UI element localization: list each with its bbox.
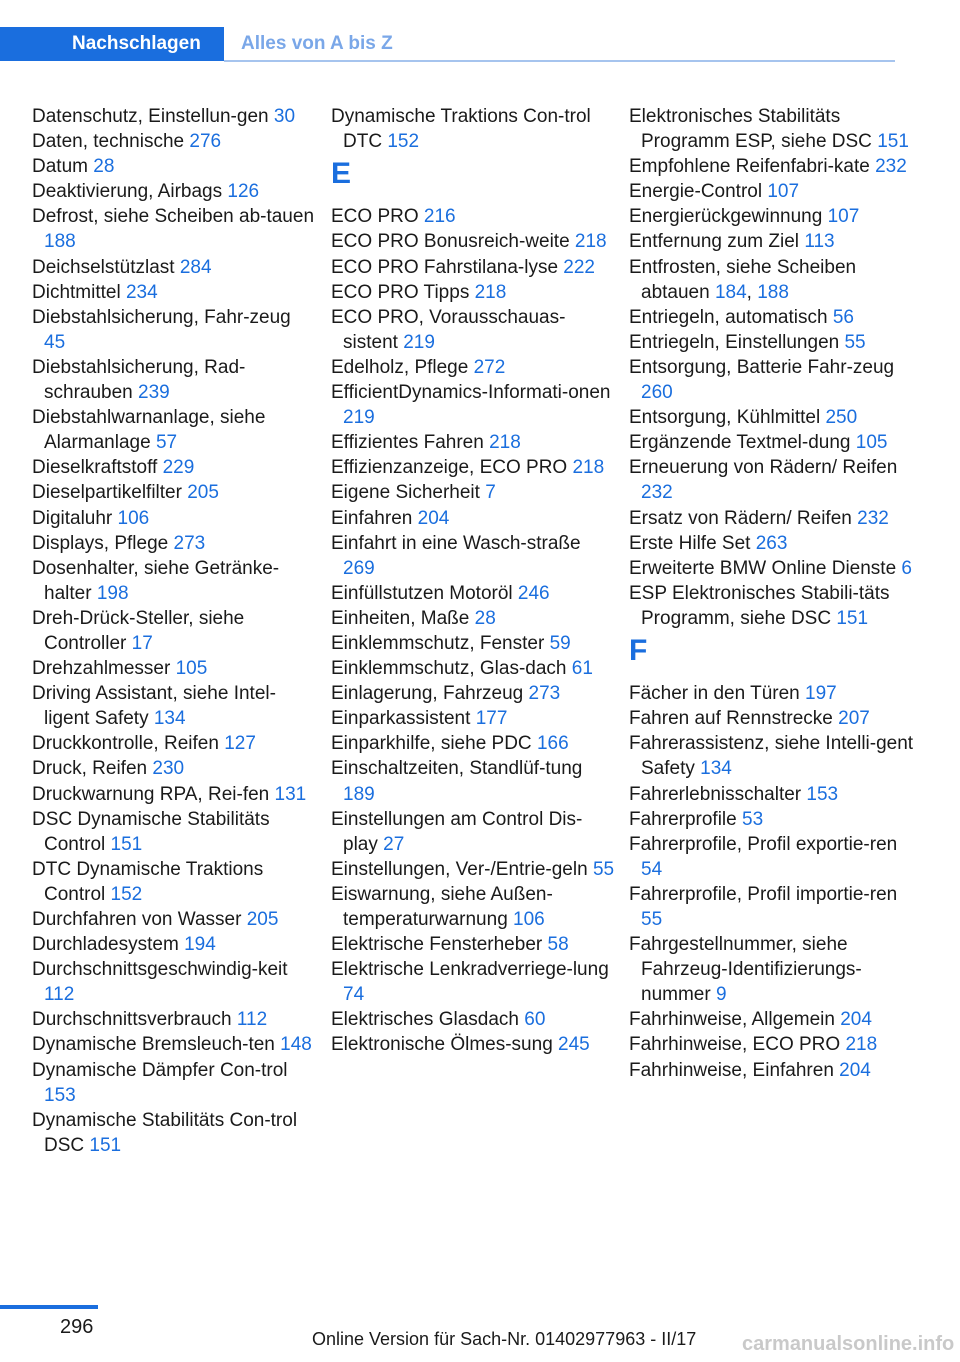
- index-page-link[interactable]: 134: [153, 708, 186, 730]
- index-entry-term: Entfernung zum Ziel: [629, 231, 805, 253]
- index-page-link[interactable]: 239: [138, 382, 170, 404]
- index-entry: [32, 731, 317, 756]
- index-page-link[interactable]: 107: [767, 181, 800, 203]
- index-entry: [32, 932, 317, 957]
- index-column-2: [331, 104, 616, 1058]
- index-page-link[interactable]: 45: [44, 331, 66, 353]
- index-page-link[interactable]: 30: [273, 106, 296, 127]
- index-entry: [32, 104, 317, 129]
- index-entry: [629, 305, 914, 330]
- index-entry: [331, 656, 616, 681]
- index-entry-term: Fahrerprofile, Profil exportie-ren: [629, 833, 898, 855]
- index-page-link[interactable]: 216: [423, 206, 456, 228]
- index-page-link[interactable]: 9: [715, 984, 727, 1006]
- index-entry-term: ESP Elektronisches Stabili-täts Programm, siehe DSC: [629, 582, 890, 629]
- index-page-link[interactable]: 6: [901, 557, 912, 579]
- index-page-link[interactable]: 131: [274, 783, 307, 805]
- index-entry-term: Durchschnittsverbrauch: [32, 1009, 237, 1031]
- index-page-link[interactable]: 105: [175, 658, 208, 680]
- index-entry-term: Diebstahlwarnanlage, siehe Alarmanlage: [32, 407, 266, 454]
- index-entry: [32, 204, 317, 254]
- index-page-link[interactable]: 134: [700, 758, 732, 780]
- index-entry-term: Dynamische Bremsleuch-ten: [32, 1034, 281, 1056]
- index-entry-term: Fahrerassistenz, siehe Intelli-gent Safety: [629, 733, 914, 780]
- index-page-link[interactable]: 260: [641, 382, 673, 404]
- index-page-link[interactable]: 205: [246, 909, 279, 930]
- index-page-link[interactable]: 55: [844, 331, 866, 353]
- index-entry-term: Effizientes Fahren: [331, 432, 490, 454]
- index-page-link[interactable]: 17: [131, 632, 153, 654]
- index-entry-term: Druckkontrolle, Reifen: [32, 733, 225, 755]
- index-page-link[interactable]: 112: [236, 1009, 268, 1031]
- section-tab-alles-von-a-bis-z[interactable]: Alles von A bis Z: [241, 33, 393, 54]
- index-entry: [629, 405, 914, 430]
- index-entry-term: Entfrosten, siehe Scheiben abtauen: [629, 256, 857, 303]
- index-page-link[interactable]: 58: [547, 934, 569, 956]
- index-entry-term: Entsorgung, Kühlmittel: [629, 407, 826, 429]
- index-entry-term: ECO PRO: [331, 206, 424, 228]
- index-page-link[interactable]: 56: [832, 306, 854, 328]
- index-entry-term: Einlagerung, Fahrzeug: [331, 683, 529, 705]
- index-entry-term: Einklemmschutz, Fenster: [331, 632, 550, 654]
- index-entry-term: Einparkassistent: [331, 708, 476, 730]
- index-page-link[interactable]: 54: [641, 858, 663, 880]
- index-page-link[interactable]: 234: [125, 281, 158, 303]
- index-entry-term: Dieselpartikelfilter: [32, 482, 188, 504]
- index-entry: [32, 531, 317, 556]
- index-entry-term: Durchfahren von Wasser: [32, 909, 247, 930]
- index-entry-term: Einschaltzeiten, Standlüf-tung: [331, 758, 583, 780]
- index-entry: [629, 807, 914, 832]
- index-entry-term: ECO PRO Tipps: [331, 281, 475, 303]
- index-entry-term: Elektrisches Glasdach: [331, 1009, 525, 1031]
- online-version-note: Online Version für Sach-Nr. 01402977963 - II/17: [312, 1329, 697, 1349]
- index-entry-term: ECO PRO, Vorausschauas-sistent: [331, 306, 566, 353]
- index-entry: [32, 957, 317, 1007]
- index-entry: [629, 782, 914, 807]
- index-entry: [629, 1058, 914, 1083]
- index-entry: [331, 882, 616, 932]
- index-page-link[interactable]: 188: [44, 231, 76, 253]
- index-entry-term: ECO PRO Fahrstilana-lyse: [331, 256, 564, 278]
- index-entry: [32, 129, 317, 154]
- index-entry: [629, 506, 914, 531]
- index-page-link[interactable]: 152: [387, 131, 420, 153]
- index-entry-term: Fahrerprofile, Profil importie-ren: [629, 883, 898, 905]
- index-entry: [629, 1032, 914, 1057]
- index-page-link[interactable]: 245: [558, 1034, 590, 1056]
- index-entry-term: DTC Dynamische Traktions Control: [32, 858, 264, 905]
- index-entry: [32, 756, 317, 781]
- index-entry-term: Datum: [32, 156, 94, 178]
- index-page-link[interactable]: 74: [343, 984, 365, 1006]
- index-entry: [331, 932, 616, 957]
- index-entry-term: Datenschutz, Einstellun-gen: [32, 106, 274, 127]
- index-entry: [331, 104, 616, 154]
- index-entry: [629, 932, 914, 1007]
- index-entry: [32, 907, 317, 932]
- index-entry-term: Druck, Reifen: [32, 758, 153, 780]
- index-page-link[interactable]: 27: [383, 833, 405, 855]
- index-entry: [331, 355, 616, 380]
- index-entry-term: Einfahrt in eine Wasch-straße: [331, 532, 581, 554]
- index-entry-term: Empfohlene Reifenfabri-kate: [629, 156, 876, 178]
- index-entry-term: Entriegeln, Einstellungen: [629, 331, 845, 353]
- index-entry-term: ECO PRO Bonusreich-weite: [331, 231, 575, 253]
- index-page-link[interactable]: 222: [563, 256, 595, 278]
- index-entry: [331, 756, 616, 806]
- index-entry-term: Dosenhalter, siehe Getränke-halter: [32, 557, 280, 604]
- index-entry-term: Fahrhinweise, ECO PRO: [629, 1034, 846, 1056]
- index-entry-term: Dreh-Drück-Steller, siehe Controller: [32, 607, 245, 654]
- index-entry-term: Fahrgestellnummer, siehe Fahrzeug-Identifizierungs-nummer: [629, 934, 862, 1006]
- index-entry: [331, 380, 616, 430]
- index-entry-term: Elektrische Fensterheber: [331, 934, 548, 956]
- index-page-link[interactable]: 28: [93, 156, 115, 178]
- index-entry-term: Effizienzanzeige, ECO PRO: [331, 457, 573, 479]
- index-entry: [629, 706, 914, 731]
- index-entry: [331, 455, 616, 480]
- index-entry: [629, 731, 914, 781]
- index-entry-term: Elektronisches Stabilitäts Programm ESP, siehe DSC: [629, 106, 878, 153]
- index-page-link[interactable]: 246: [517, 582, 550, 604]
- index-entry: [331, 430, 616, 455]
- index-entry: [629, 681, 914, 706]
- index-page-link[interactable]: 194: [184, 934, 216, 956]
- index-page-link[interactable]: 219: [343, 407, 375, 429]
- index-page-link[interactable]: 273: [173, 532, 206, 554]
- index-page-link[interactable]: 153: [44, 1084, 76, 1106]
- index-entry: [32, 681, 317, 731]
- index-entry: [629, 154, 914, 179]
- index-entry: [32, 280, 317, 305]
- index-page-link[interactable]: 229: [162, 457, 195, 479]
- index-entry-term: Fächer in den Türen: [629, 683, 806, 705]
- index-entry-term: Displays, Pflege: [32, 532, 174, 554]
- index-entry: [331, 204, 616, 229]
- index-entry: [629, 330, 914, 355]
- index-page-link[interactable]: 184: [714, 281, 747, 303]
- index-page-link[interactable]: 53: [742, 808, 764, 830]
- index-page-link[interactable]: 232: [857, 507, 889, 529]
- index-entry: [629, 104, 914, 154]
- index-entry: [32, 857, 317, 907]
- index-entry: [331, 531, 616, 581]
- index-entry-term: Edelholz, Pflege: [331, 356, 474, 378]
- index-page-link[interactable]: 263: [755, 532, 788, 554]
- index-entry: [629, 556, 914, 581]
- index-entry-term: Fahren auf Rennstrecke: [629, 708, 839, 730]
- index-entry-term: Elektrische Lenkradverriege-lung: [331, 959, 609, 981]
- index-page-link[interactable]: 61: [571, 658, 593, 680]
- index-entry-term: Defrost, siehe Scheiben ab-tauen: [32, 206, 315, 228]
- index-entry: [32, 355, 317, 405]
- index-entry: [629, 179, 914, 204]
- index-entry-term: Daten, technische: [32, 131, 190, 153]
- index-page-link[interactable]: 204: [839, 1059, 871, 1081]
- index-page-link[interactable]: 107: [827, 206, 860, 228]
- index-page-link[interactable]: 113: [804, 231, 835, 253]
- index-entry: [331, 731, 616, 756]
- index-entry: [32, 656, 317, 681]
- index-entry: [331, 280, 616, 305]
- index-page-link[interactable]: 28: [474, 607, 496, 629]
- index-page-link[interactable]: 232: [875, 156, 907, 178]
- index-entry-term: Druckwarnung RPA, Rei-fen: [32, 783, 275, 805]
- index-page-link[interactable]: 218: [489, 432, 521, 454]
- index-entry-term: Einfahren: [331, 507, 418, 529]
- index-page-link[interactable]: 198: [96, 582, 129, 604]
- index-page-link[interactable]: 127: [224, 733, 256, 755]
- index-page-link[interactable]: 272: [473, 356, 506, 378]
- index-page-link[interactable]: 60: [524, 1009, 546, 1031]
- footer-accent-bar: [0, 1305, 98, 1309]
- index-entry: [331, 581, 616, 606]
- index-entry-term: Dynamische Dämpfer Con-trol: [32, 1059, 288, 1081]
- index-entry: [331, 480, 616, 505]
- index-entry: [32, 405, 317, 455]
- index-entry: [629, 355, 914, 405]
- index-entry: [629, 832, 914, 882]
- index-page-link[interactable]: 152: [110, 883, 143, 905]
- index-entry-term: Einstellungen am Control Dis-play: [331, 808, 583, 855]
- index-page-link[interactable]: 273: [528, 683, 561, 705]
- index-entry-term: Energierückgewinnung: [629, 206, 828, 228]
- index-entry: [331, 1007, 616, 1032]
- index-entry-term: Fahrhinweise, Allgemein: [629, 1009, 841, 1031]
- index-entry: [32, 1007, 317, 1032]
- index-entry-term: Erste Hilfe Set: [629, 532, 756, 554]
- index-entry-term: Durchschnittsgeschwindig-keit: [32, 959, 288, 981]
- index-entry: [331, 506, 616, 531]
- index-entry: [331, 957, 616, 1007]
- index-page-link[interactable]: 59: [549, 632, 571, 654]
- watermark-text: carmanualsonline.info: [742, 1333, 955, 1355]
- index-entry-term: Driving Assistant, siehe Intel-ligent Safety: [32, 683, 276, 730]
- index-page-link[interactable]: 126: [227, 181, 260, 203]
- index-entry-term: Einparkhilfe, siehe PDC: [331, 733, 537, 755]
- index-entry: [629, 1007, 914, 1032]
- index-entry-term: Ergänzende Textmel-dung: [629, 432, 856, 454]
- index-page-link[interactable]: 218: [574, 231, 607, 253]
- index-entry-term: Entriegeln, automatisch: [629, 306, 833, 328]
- index-entry: [331, 229, 616, 254]
- index-entry: [629, 204, 914, 229]
- index-page-link[interactable]: 269: [343, 557, 375, 579]
- index-column-3: [629, 104, 914, 1083]
- index-entry: [32, 179, 317, 204]
- index-page-link[interactable]: 112: [44, 984, 75, 1006]
- index-entry: [32, 1032, 317, 1057]
- index-entry: [331, 1032, 616, 1057]
- index-entry: [629, 430, 914, 455]
- index-page-link[interactable]: 218: [572, 457, 605, 479]
- index-entry-term: Digitaluhr: [32, 507, 118, 529]
- index-entry-term: Dynamische Stabilitäts Con-trol DSC: [32, 1109, 298, 1156]
- index-entry: [32, 807, 317, 857]
- index-entry-term: Einheiten, Maße: [331, 607, 475, 629]
- index-entry-term: Drehzahlmesser: [32, 658, 176, 680]
- index-page-link[interactable]: 250: [825, 407, 858, 429]
- index-entry: [331, 606, 616, 631]
- index-entry: [32, 556, 317, 606]
- index-entry-term: Dynamische Traktions Con-trol DTC: [331, 106, 591, 153]
- index-section-letter: E: [331, 157, 352, 191]
- index-page-link[interactable]: 151: [877, 131, 909, 153]
- index-entry-term: Deaktivierung, Airbags: [32, 181, 228, 203]
- index-entry-term: Dieselkraftstoff: [32, 457, 163, 479]
- index-entry: [331, 857, 616, 882]
- index-page-link[interactable]: 218: [845, 1034, 878, 1056]
- index-entry: [629, 455, 914, 505]
- index-entry-term: Einfüllstutzen Motoröl: [331, 582, 518, 604]
- index-entry-term: Einklemmschutz, Glas-dach: [331, 658, 572, 680]
- index-page-link[interactable]: 177: [475, 708, 508, 730]
- index-page-link[interactable]: 148: [280, 1034, 312, 1056]
- index-page-link[interactable]: 151: [836, 607, 869, 629]
- index-page-link[interactable]: 189: [343, 783, 375, 805]
- index-page-link[interactable]: 153: [806, 783, 839, 805]
- index-entry-term: Fahrerlebnisschalter: [629, 783, 807, 805]
- index-page-link[interactable]: 218: [474, 281, 507, 303]
- index-page-link[interactable]: 188: [757, 281, 789, 303]
- index-entry: [32, 305, 317, 355]
- index-entry: [331, 255, 616, 280]
- index-page-link[interactable]: 232: [641, 482, 673, 504]
- index-entry-term: Dichtmittel: [32, 281, 126, 303]
- index-entry: [32, 480, 317, 505]
- index-entry: [32, 455, 317, 480]
- index-page-link[interactable]: 7: [485, 482, 496, 504]
- index-entry: [629, 255, 914, 305]
- index-page-link[interactable]: 230: [152, 758, 185, 780]
- section-tab-nachschlagen[interactable]: Nachschlagen: [0, 27, 224, 61]
- index-page-link[interactable]: 207: [838, 708, 870, 730]
- index-entry: [331, 681, 616, 706]
- index-entry-term: EfficientDynamics-Informati-onen: [331, 382, 611, 404]
- index-page-link[interactable]: 205: [187, 482, 219, 504]
- index-page-link[interactable]: 284: [179, 256, 212, 278]
- header-divider: [224, 60, 895, 62]
- index-page-link[interactable]: 204: [417, 507, 450, 529]
- index-page-link[interactable]: 197: [805, 683, 837, 705]
- index-section-letter: F: [629, 633, 648, 667]
- index-page-separator: ,: [746, 281, 758, 303]
- page-number: 296: [60, 1316, 94, 1338]
- index-entry-term: Diebstahlsicherung, Rad-schrauben: [32, 356, 246, 404]
- index-entry-term: Ersatz von Rädern/ Reifen: [629, 507, 858, 529]
- index-page-link[interactable]: 166: [536, 733, 569, 755]
- page-header: [0, 27, 960, 61]
- index-entry: [629, 882, 914, 932]
- index-entry-term: Elektronische Ölmes-sung: [331, 1034, 559, 1056]
- index-entry-term: Eiswarnung, siehe Außen-temperaturwarnung: [331, 883, 553, 930]
- index-entry-term: Diebstahlsicherung, Fahr-zeug: [32, 306, 291, 328]
- index-entry-term: Erneuerung von Rädern/ Reifen: [629, 457, 898, 479]
- index-entry: [32, 506, 317, 531]
- index-entry-term: Fahrhinweise, Einfahren: [629, 1059, 840, 1081]
- index-entry-term: DSC Dynamische Stabilitäts Control: [32, 808, 270, 855]
- index-entry: [629, 581, 914, 631]
- index-page-link[interactable]: 151: [89, 1134, 122, 1156]
- index-page-link[interactable]: 106: [117, 507, 150, 529]
- index-entry: [32, 782, 317, 807]
- index-entry-term: Durchladesystem: [32, 934, 185, 956]
- index-entry: [331, 807, 616, 857]
- index-entry: [32, 154, 317, 179]
- index-entry-term: Energie-Control: [629, 181, 768, 203]
- index-column-1: [32, 104, 317, 1158]
- index-entry: [32, 606, 317, 656]
- index-entry: [32, 1108, 317, 1158]
- index-entry-term: Entsorgung, Batterie Fahr-zeug: [629, 356, 895, 378]
- index-page-link[interactable]: 55: [592, 858, 615, 880]
- index-page-link[interactable]: 204: [840, 1009, 872, 1031]
- index-entry: [32, 255, 317, 280]
- index-entry-term: Erweiterte BMW Online Dienste: [629, 557, 902, 579]
- index-page-link[interactable]: 105: [855, 432, 888, 454]
- index-entry: [331, 706, 616, 731]
- index-page-link[interactable]: 151: [110, 833, 143, 855]
- index-page-link[interactable]: 276: [189, 131, 222, 153]
- index-page-link[interactable]: 57: [155, 432, 178, 454]
- index-entry: [629, 531, 914, 556]
- index-entry-term: Einstellungen, Ver-/Entrie-geln: [331, 858, 593, 880]
- index-entry-term: Deichselstützlast: [32, 256, 180, 278]
- index-entry: [331, 631, 616, 656]
- index-entry: [32, 1058, 317, 1108]
- index-page-link[interactable]: 55: [641, 909, 663, 930]
- index-page-link[interactable]: 219: [403, 331, 435, 353]
- index-entry: [629, 229, 914, 254]
- index-page-link[interactable]: 106: [513, 909, 545, 930]
- index-entry: [331, 305, 616, 355]
- index-entry-term: Fahrerprofile: [629, 808, 742, 830]
- index-entry-term: Eigene Sicherheit: [331, 482, 486, 504]
